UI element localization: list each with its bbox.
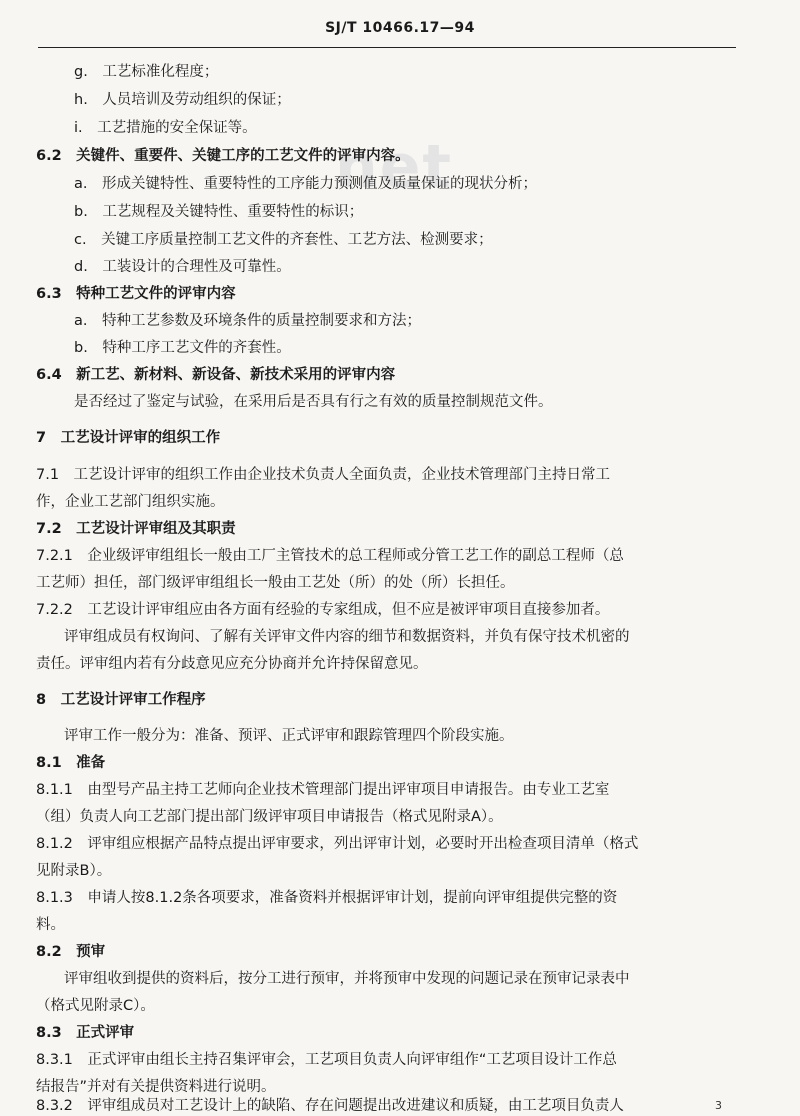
paragraph-7-2-1-line1: 7.2.1 企业级评审组组长一般由工厂主管技术的总工程师或分管工艺工作的副总工程师（总 — [36, 548, 624, 564]
paragraph-8-3-1-line2: 结报告”并对有关提供资料进行说明。 — [36, 1079, 276, 1095]
paragraph-7-2-2-cont1: 评审组成员有权询问、了解有关评审文件内容的细节和数据资料，并负有保守技术机密的 — [64, 629, 630, 645]
list-item-6-3-a: a. 特种工艺参数及环境条件的质量控制要求和方法； — [74, 313, 421, 329]
heading-7-2: 7.2 工艺设计评审组及其职责 — [36, 521, 236, 537]
standard-code-header: SJ/T 10466.17—94 — [325, 20, 475, 36]
heading-6-2: 6.2 关键件、重要件、关键工序的工艺文件的评审内容。 — [36, 148, 410, 164]
paragraph-7-2-2: 7.2.2 工艺设计评审组应由各方面有经验的专家组成，但不应是被评审项目直接参加者。 — [36, 602, 610, 618]
paragraph-7-2-1-line2: 工艺师）担任，部门级评审组组长一般由工艺处（所）的处（所）长担任。 — [36, 575, 515, 591]
paragraph-7-2-2-cont2: 责任。评审组内若有分歧意见应充分协商并允许持保留意见。 — [36, 656, 428, 672]
list-item-6-3-b: b. 特种工序工艺文件的齐套性。 — [74, 340, 291, 356]
paragraph-8-1-1-line2: （组）负责人向工艺部门提出部门级评审项目申请报告（格式见附录A）。 — [36, 809, 503, 825]
heading-8-2: 8.2 预审 — [36, 944, 106, 960]
page-number: 3 — [715, 1099, 722, 1112]
paragraph-8-1-2-line1: 8.1.2 评审组应根据产品特点提出评审要求，列出评审计划，必要时开出检查项目清单（格式 — [36, 836, 639, 852]
heading-6-4: 6.4 新工艺、新材料、新设备、新技术采用的评审内容 — [36, 367, 396, 383]
paragraph-8-3-1-line1: 8.3.1 正式评审由组长主持召集评审会，工艺项目负责人向评审组作“工艺项目设计工作总 — [36, 1052, 617, 1068]
paragraph-8-2-line1: 评审组收到提供的资料后，按分工进行预审，并将预审中发现的问题记录在预审记录表中 — [64, 971, 630, 987]
heading-6-3: 6.3 特种工艺文件的评审内容 — [36, 286, 236, 302]
list-item-6-2-b: b. 工艺规程及关键特性、重要特性的标识； — [74, 204, 364, 220]
paragraph-7-1-line2: 作，企业工艺部门组织实施。 — [36, 494, 225, 510]
list-item-6-2-c: c. 关键工序质量控制工艺文件的齐套性、工艺方法、检测要求； — [74, 232, 493, 248]
paragraph-7-1-line1: 7.1 工艺设计评审的组织工作由企业技术负责人全面负责，企业技术管理部门主持日常工 — [36, 467, 611, 483]
heading-8-1: 8.1 准备 — [36, 755, 106, 771]
paragraph-8-1-3-line1: 8.1.3 申请人按8.1.2条各项要求，准备资料并根据评审计划，提前向评审组提供完整的资 — [36, 890, 618, 906]
paragraph-8-1-2-line2: 见附录B）。 — [36, 863, 112, 879]
list-item-g: g. 工艺标准化程度； — [74, 64, 219, 80]
header-rule — [38, 47, 736, 48]
paragraph-8-1-3-line2: 料。 — [36, 917, 65, 933]
paragraph-8-2-line2: （格式见附录C）。 — [36, 998, 155, 1014]
heading-8: 8 工艺设计评审工作程序 — [36, 692, 206, 708]
heading-7: 7 工艺设计评审的组织工作 — [36, 430, 221, 446]
paragraph-8-intro: 评审工作一般分为：准备、预评、正式评审和跟踪管理四个阶段实施。 — [64, 728, 514, 744]
watermark: net — [335, 132, 454, 202]
paragraph-6-4: 是否经过了鉴定与试验，在采用后是否具有行之有效的质量控制规范文件。 — [74, 394, 553, 410]
paragraph-8-1-1-line1: 8.1.1 由型号产品主持工艺师向企业技术管理部门提出评审项目申请报告。由专业工艺室 — [36, 782, 610, 798]
heading-8-3: 8.3 正式评审 — [36, 1025, 135, 1041]
list-item-i: i. 工艺措施的安全保证等。 — [74, 120, 257, 136]
list-item-6-2-a: a. 形成关键特性、重要特性的工序能力预测值及质量保证的现状分析； — [74, 176, 537, 192]
list-item-h: h. 人员培训及劳动组织的保证； — [74, 92, 291, 108]
list-item-6-2-d: d. 工装设计的合理性及可靠性。 — [74, 259, 291, 275]
paragraph-8-3-2-line1: 8.3.2 评审组成员对工艺设计上的缺陷、存在问题提出改进建议和质疑，由工艺项目负责人 — [36, 1098, 624, 1114]
